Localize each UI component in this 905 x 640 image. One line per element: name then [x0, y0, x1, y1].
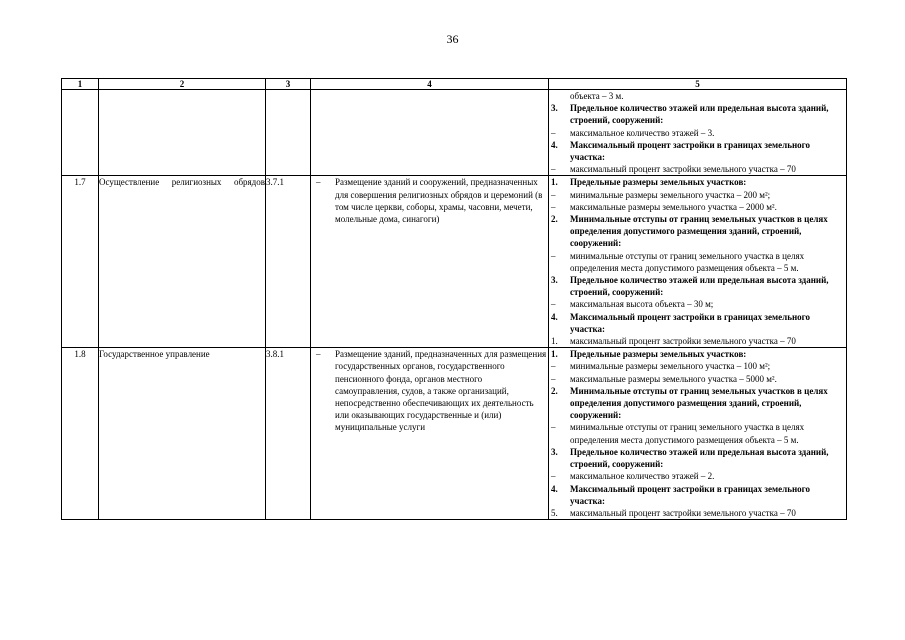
item-text: минимальные размеры земельного участка – 200 м²;	[570, 189, 771, 200]
land-use-code: 3.7.1	[266, 176, 311, 348]
dash-marker: –	[316, 349, 321, 360]
land-use-description	[311, 90, 549, 176]
land-use-name-cell	[99, 348, 266, 520]
item-marker: –	[551, 250, 556, 261]
item-text: Минимальные отступы от границ земельных участков в целях определения допустимого размещения зданий, строений, сооружений:	[570, 385, 828, 421]
zoning-table	[61, 78, 847, 520]
item-text: максимальное количество этажей – 2.	[570, 471, 715, 482]
parameters-cell	[549, 90, 847, 176]
column-header: 3	[266, 79, 311, 90]
item-text: Максимальный процент застройки в границах земельного участка:	[570, 311, 811, 334]
item-text: минимальные отступы от границ земельного участка в целях определения места допустимого размещения объекта – 5 м.	[570, 250, 805, 273]
row-number	[62, 90, 99, 176]
description-text: Размещение зданий и сооружений, предназначенных для совершения религиозных обрядов и церемоний (в том числе церкви, соборы, храмы, часовни, мечети, молельные дома, синагоги)	[335, 177, 543, 225]
land-use-name: Осуществление религиозных обрядов	[99, 177, 265, 188]
description-text: Размещение зданий, предназначенных для размещения государственных органов, государственного пенсионного фонда, органов местного самоуправления, судов, а также организаций, непосредственно обеспечивающих их деятельность или оказывающих государственные и (или) муниципальные услуги	[335, 349, 547, 433]
parameter-item	[549, 201, 846, 213]
parameter-item	[549, 250, 846, 274]
item-text: Минимальные отступы от границ земельных участков в целях определения допустимого размещения зданий, строений, сооружений:	[570, 214, 828, 249]
item-text: Предельное количество этажей или предельная высота зданий, строений, сооружений:	[570, 103, 829, 126]
item-marker: –	[551, 361, 556, 372]
parameter-heading	[549, 446, 846, 470]
item-text: минимальные размеры земельного участка – 100 м²;	[570, 361, 771, 372]
item-text: Предельные размеры земельных участков:	[570, 177, 747, 188]
table-row	[62, 90, 847, 176]
item-text: максимальные размеры земельного участка – 2000 м².	[570, 201, 777, 212]
table-row	[62, 348, 847, 520]
parameter-heading	[549, 176, 846, 188]
parameter-item	[549, 373, 846, 385]
item-marker: 3.	[551, 446, 558, 457]
item-text: минимальные отступы от границ земельного участка в целях определения места допустимого размещения объекта – 5 м.	[570, 422, 805, 445]
table-header-row	[62, 79, 847, 90]
parameter-item	[549, 421, 846, 445]
item-marker: 1.	[551, 177, 558, 188]
item-marker: –	[551, 373, 556, 384]
parameter-item	[549, 298, 846, 310]
parameters-cell	[549, 348, 847, 520]
item-marker: –	[551, 189, 556, 200]
item-marker: –	[551, 201, 556, 212]
item-text: Предельное количество этажей или предельная высота зданий, строений, сооружений:	[570, 275, 829, 298]
parameter-item	[549, 360, 846, 372]
item-marker: 1.	[551, 336, 558, 347]
description-item	[311, 176, 548, 225]
parameter-item	[549, 163, 846, 175]
item-marker: –	[551, 422, 556, 433]
item-text: Предельные размеры земельных участков:	[570, 349, 747, 360]
parameter-heading	[549, 102, 846, 126]
item-marker: 4.	[551, 483, 558, 494]
parameter-heading	[549, 311, 846, 335]
parameter-heading	[549, 213, 846, 250]
column-header: 2	[99, 79, 266, 90]
parameter-item	[549, 189, 846, 201]
item-text: Максимальный процент застройки в границах земельного участка:	[570, 483, 811, 506]
row-number: 1.8	[62, 348, 99, 520]
land-use-name: Государственное управление	[99, 349, 210, 360]
item-marker: –	[551, 164, 556, 175]
column-header: 4	[311, 79, 549, 90]
parameter-item	[549, 90, 846, 102]
table-row	[62, 176, 847, 348]
item-marker: 5.	[551, 507, 558, 518]
land-use-name-cell	[99, 176, 266, 348]
parameter-item	[549, 335, 846, 347]
item-marker: 1.	[551, 349, 558, 360]
parameter-item	[549, 507, 846, 519]
item-marker: –	[551, 127, 556, 138]
item-marker: 4.	[551, 311, 558, 322]
item-text: максимальные размеры земельного участка – 5000 м².	[570, 373, 777, 384]
item-marker: 2.	[551, 214, 558, 225]
column-header: 1	[62, 79, 99, 90]
item-text: максимальное количество этажей – 3.	[570, 127, 715, 138]
description-item	[311, 348, 548, 433]
parameter-heading	[549, 483, 846, 507]
land-use-name-cell	[99, 90, 266, 176]
item-marker	[549, 90, 570, 102]
parameters-cell	[549, 176, 847, 348]
parameter-heading	[549, 348, 846, 360]
parameter-item	[549, 470, 846, 482]
parameter-heading	[549, 385, 846, 422]
row-number: 1.7	[62, 176, 99, 348]
column-header: 5	[549, 79, 847, 90]
item-text: максимальный процент застройки земельного участка – 70	[570, 164, 796, 175]
item-marker: –	[551, 471, 556, 482]
item-text: Максимальный процент застройки в границах земельного участка:	[570, 139, 811, 163]
parameter-item	[549, 127, 846, 139]
item-text: максимальный процент застройки земельного участка – 70	[570, 507, 796, 518]
land-use-description	[311, 176, 549, 348]
parameter-heading	[549, 274, 846, 298]
item-marker: 4.	[551, 139, 558, 150]
land-use-code: 3.8.1	[266, 348, 311, 520]
parameter-heading	[549, 139, 846, 163]
item-marker: –	[551, 299, 556, 310]
item-text: Предельное количество этажей или предельная высота зданий, строений, сооружений:	[570, 446, 829, 470]
item-text: максимальная высота объекта – 30 м;	[570, 299, 714, 310]
land-use-code	[266, 90, 311, 176]
item-marker: 3.	[551, 103, 558, 114]
item-marker: 3.	[551, 275, 558, 286]
item-text: объекта – 3 м.	[570, 91, 624, 101]
item-text: максимальный процент застройки земельного участка – 70	[570, 336, 796, 347]
dash-marker: –	[316, 177, 321, 188]
item-marker: 2.	[551, 385, 558, 396]
page-number: 36	[446, 32, 459, 46]
land-use-description	[311, 348, 549, 520]
